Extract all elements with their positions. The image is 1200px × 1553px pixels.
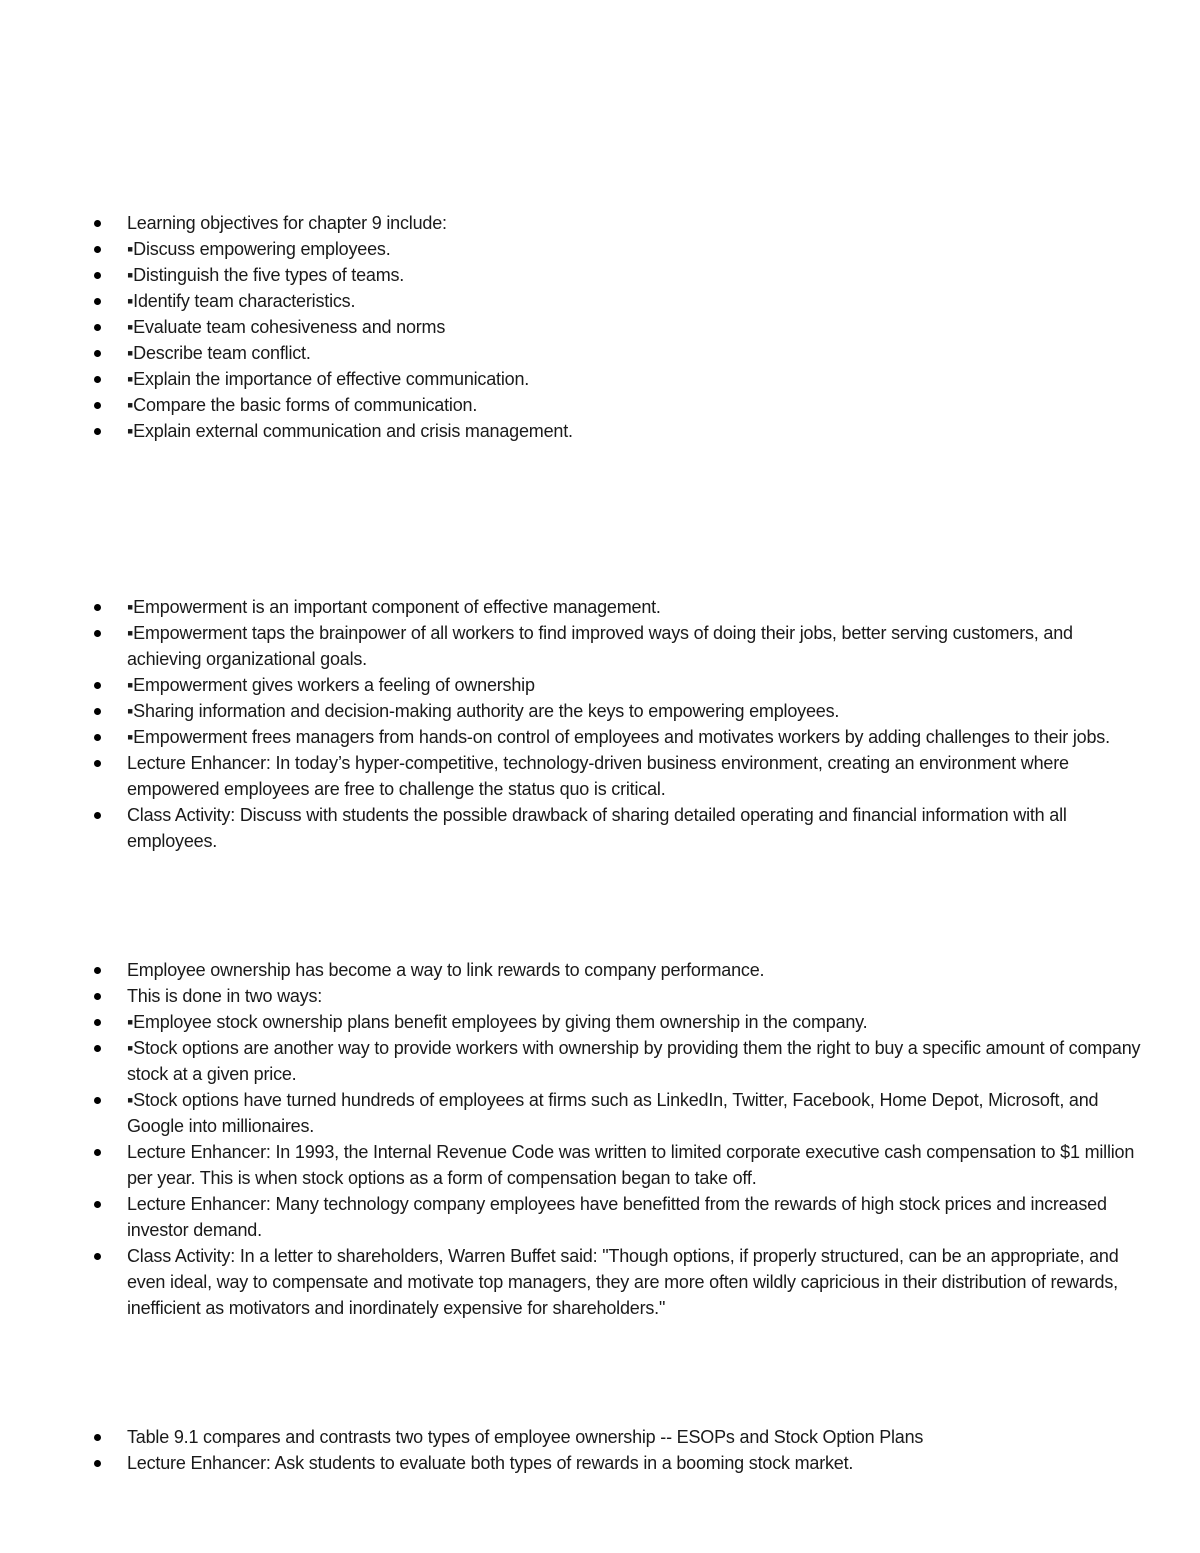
list-item: ▪Empowerment gives workers a feeling of ownership [0, 672, 1200, 698]
list-item: ▪Empowerment is an important component of effective management. [0, 594, 1200, 620]
bullet-list [0, 210, 1200, 444]
list-item: ▪Explain the importance of effective communication. [0, 366, 1200, 392]
list-item: Employee ownership has become a way to link rewards to company performance. [0, 957, 1200, 983]
list-item: Table 9.1 compares and contrasts two types of employee ownership -- ESOPs and Stock Option Plans [0, 1424, 1200, 1450]
bullet-list [0, 1424, 1200, 1476]
list-item: Learning objectives for chapter 9 include: [0, 210, 1200, 236]
list-item: ▪Describe team conflict. [0, 340, 1200, 366]
list-item: Class Activity: Discuss with students the possible drawback of sharing detailed operating and financial information with all employees. [0, 802, 1200, 854]
list-item: ▪Employee stock ownership plans benefit employees by giving them ownership in the company. [0, 1009, 1200, 1035]
list-item: ▪Stock options have turned hundreds of employees at firms such as LinkedIn, Twitter, Facebook, Home Depot, Microsoft, and Google into millionaires. [0, 1087, 1200, 1139]
list-item: ▪Stock options are another way to provide workers with ownership by providing them the right to buy a specific amount of company stock at a given price. [0, 1035, 1200, 1087]
list-item: ▪Empowerment taps the brainpower of all workers to find improved ways of doing their jobs, better serving customers, and achieving organizational goals. [0, 620, 1200, 672]
list-item: Lecture Enhancer: In 1993, the Internal Revenue Code was written to limited corporate executive cash compensation to $1 million per year. This is when stock options as a form of compensation began to take off. [0, 1139, 1200, 1191]
list-item: ▪Compare the basic forms of communication. [0, 392, 1200, 418]
list-item: Lecture Enhancer: In today’s hyper-competitive, technology-driven business environment, creating an environment where empowered employees are free to challenge the status quo is critical. [0, 750, 1200, 802]
list-item: ▪Sharing information and decision-making authority are the keys to empowering employees. [0, 698, 1200, 724]
list-item: ▪Discuss empowering employees. [0, 236, 1200, 262]
employee-ownership-section [0, 957, 1200, 1321]
list-item: ▪Distinguish the five types of teams. [0, 262, 1200, 288]
list-item: ▪Evaluate team cohesiveness and norms [0, 314, 1200, 340]
list-item: ▪Empowerment frees managers from hands-on control of employees and motivates workers by adding challenges to their jobs. [0, 724, 1200, 750]
list-item: ▪Explain external communication and crisis management. [0, 418, 1200, 444]
bullet-list [0, 957, 1200, 1321]
list-item: This is done in two ways: [0, 983, 1200, 1009]
list-item: ▪Identify team characteristics. [0, 288, 1200, 314]
learning-objectives-section [0, 210, 1200, 444]
bullet-list [0, 594, 1200, 854]
list-item: Lecture Enhancer: Ask students to evaluate both types of rewards in a booming stock market. [0, 1450, 1200, 1476]
list-item: Class Activity: In a letter to shareholders, Warren Buffet said: "Though options, if properly structured, can be an appropriate, and even ideal, way to compensate and motivate top managers, they are more often wildly capricious in their distribution of rewards, inefficient as motivators and inordinately expensive for shareholders." [0, 1243, 1200, 1321]
empowerment-section [0, 594, 1200, 854]
list-item: Lecture Enhancer: Many technology company employees have benefitted from the rewards of high stock prices and increased investor demand. [0, 1191, 1200, 1243]
table-comparison-section [0, 1424, 1200, 1476]
